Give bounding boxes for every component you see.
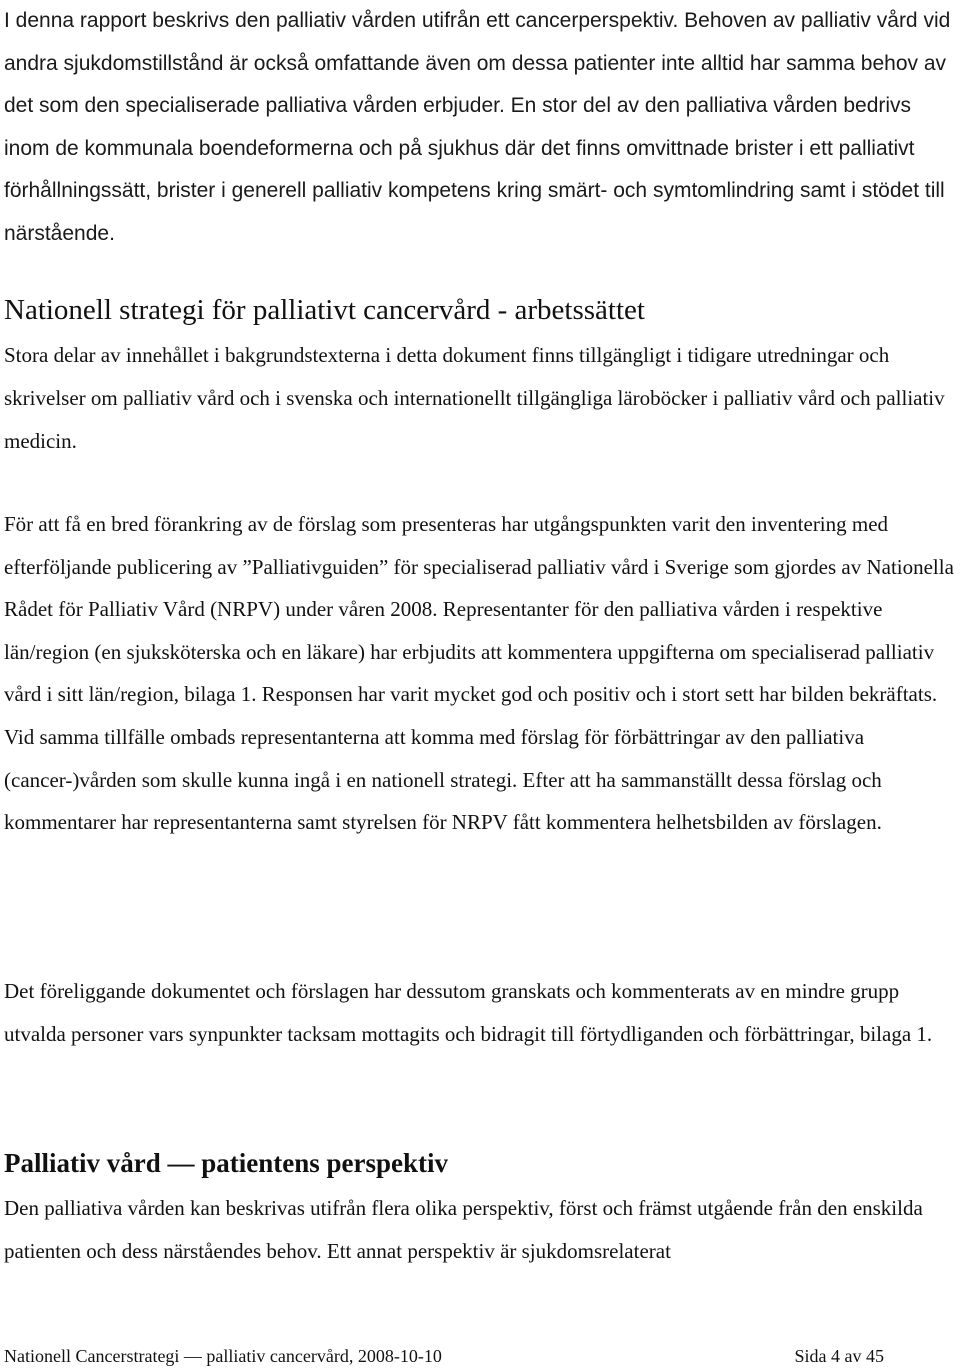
- page-footer: [4, 1344, 884, 1368]
- strategy-paragraph-anchoring: För att få en bred förankring av de förslag som presenteras har utgångspunkten varit den inventering med efterföljande publicering av ”Palliativguiden” för specialiserad palliativ vård i Sverige som gjordes av Nationella Rådet för Palliativ Vård (NRPV) under våren 2008. Representanter för den palliativa vården i respektive län/region (en sjuksköterska och en läkare) har erbjudits att kommentera uppgifterna om specialiserad palliativ vård i sitt län/region, bilaga 1. Responsen har varit mycket god och positiv och i stort sett har bilden bekräftats. Vid samma tillfälle ombads representanterna att komma med förslag för förbättringar av den palliativa (cancer-)vården som skulle kunna ingå i en nationell strategi. Efter att ha sammanställt dessa förslag och kommentarer har representanterna samt styrelsen för NRPV fått kommentera helhetsbilden av förslagen.: [4, 512, 954, 835]
- patient-perspective-paragraph: Den palliativa vården kan beskrivas utifrån flera olika perspektiv, först och främst utgående från den enskilda patienten och dess närståendes behov. Ett annat perspektiv är sjukdomsrelaterat: [4, 1196, 923, 1263]
- section-heading-strategy: Nationell strategi för palliativt cancervård - arbetssättet: [4, 294, 645, 326]
- footer-document-title: Nationell Cancerstrategi — palliativ cancervård, 2008-10-10: [4, 1346, 442, 1366]
- strategy-paragraph-background: Stora delar av innehållet i bakgrundstexterna i detta dokument finns tillgängligt i tidigare utredningar och skrivelser om palliativ vård och i svenska och internationellt tillgängliga läroböcker i palliativ vård och palliativ medicin.: [4, 343, 945, 453]
- section-heading-patient-perspective: Palliativ vård — patientens perspektiv: [4, 1148, 448, 1178]
- intro-paragraph: I denna rapport beskrivs den palliativ vården utifrån ett cancerperspektiv. Behoven av palliativ vård vid andra sjukdomstillstånd är också omfattande även om dessa patienter inte alltid har samma behov av det som den specialiserade palliativa vården erbjuder. En stor del av den palliativa vården bedrivs inom de kommunala boendeformerna och på sjukhus där det finns omvittnade brister i ett palliativt förhållningssätt, brister i generell palliativ kompetens kring smärt- och symtomlindring samt i stödet till närstående.: [4, 9, 951, 245]
- footer-page-number: Sida 4 av 45: [794, 1346, 884, 1366]
- strategy-paragraph-review: Det föreliggande dokumentet och förslagen har dessutom granskats och kommenterats av en mindre grupp utvalda personer vars synpunkter tacksam mottagits och bidragit till förtydliganden och förbättringar, bilaga 1.: [4, 979, 933, 1046]
